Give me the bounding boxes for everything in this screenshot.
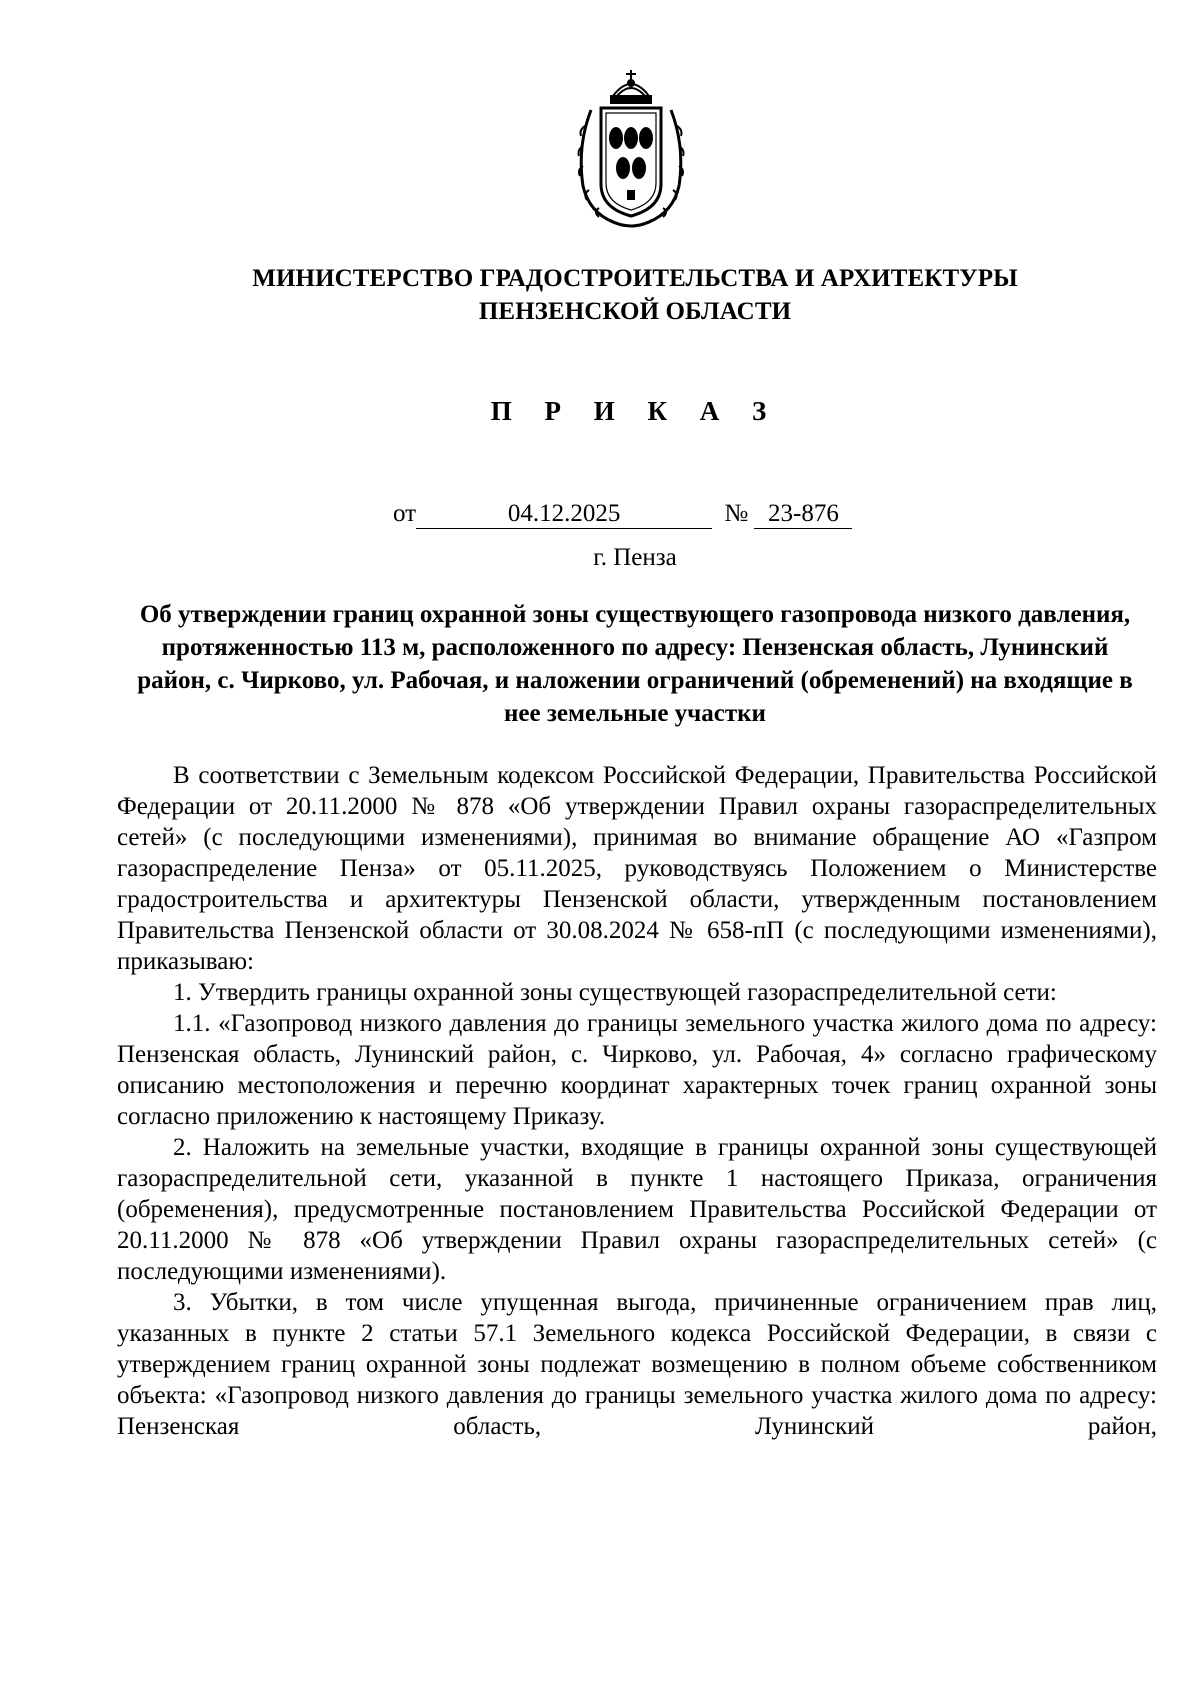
item-2-paragraph: 2. Наложить на земельные участки, входящие в границы охранной зоны существующей газораспределительной сети, указанной в пункте 1 настоящего Приказа, ограничения (обременения), предусмотренные постановлением Правительства Российской Федерации от 20.11.2000 № 878 «Об утверждении Правил охраны газораспределительных сетей» (с последующими изменениями). xyxy=(117,1134,1157,1285)
preamble-paragraph: В соответствии с Земельным кодексом Российской Федерации, Правительства Российской Федерации от 20.11.2000 № 878 «Об утверждении Правил охраны газораспределительных сетей» (с последующими изменениями), принимая во внимание обращение АО «Газпром газораспределение Пенза» от 05.11.2025, руководствуясь Положением о Министерстве градостроительства и архитектуры Пензенской области, утвержденным постановлением Правительства Пензенской области от 30.08.2024 № 658-пП (с последующими изменениями), приказываю: xyxy=(117,762,1157,975)
order-title: П Р И К А З xyxy=(490,396,780,426)
order-date: 04.12.2025 xyxy=(416,500,712,529)
number-label: № xyxy=(724,500,749,527)
order-body xyxy=(117,760,1157,1442)
penza-region-coat-of-arms-icon xyxy=(573,66,689,234)
city-line: г. Пенза xyxy=(593,544,677,571)
item-3-paragraph: 3. Убытки, в том числе упущенная выгода, причиненные ограничением прав лиц, указанных в пункте 2 статьи 57.1 Земельного кодекса Российской Федерации, в связи с утверждением границ охранной зоны подлежат возмещению в полном объеме собственником объекта: «Газопровод низкого давления до границы земельного участка жилого дома по адресу: Пензенская область, Лунинский район, xyxy=(117,1289,1157,1440)
ministry-name-line-2: ПЕНЗЕНСКОЙ ОБЛАСТИ xyxy=(478,298,792,325)
item-1-1-paragraph: 1.1. «Газопровод низкого давления до границы земельного участка жилого дома по адресу: Пензенская область, Лунинский район, с. Чирково, ул. Рабочая, 4» согласно графическому описанию местоположения и перечню координат характерных точек границ охранной зоны согласно приложению к настоящему Приказу. xyxy=(117,1010,1157,1130)
item-1-paragraph: 1. Утвердить границы охранной зоны существующей газораспределительной сети: xyxy=(173,979,1057,1006)
order-number: 23-876 xyxy=(754,500,852,529)
order-date-number-row xyxy=(393,498,852,530)
ministry-name xyxy=(0,262,1200,328)
date-label: от xyxy=(393,500,417,527)
ministry-name-line-1: МИНИСТЕРСТВО ГРАДОСТРОИТЕЛЬСТВА И АРХИТЕКТУРЫ xyxy=(252,265,1018,292)
order-subject: Об утверждении границ охранной зоны существующего газопровода низкого давления, протяженностью 113 м, расположенного по адресу: Пензенская область, Лунинский район, с. Чирково, ул. Рабочая, и наложении ограничений (обременений) на входящие в нее земельные участки xyxy=(137,601,1133,727)
